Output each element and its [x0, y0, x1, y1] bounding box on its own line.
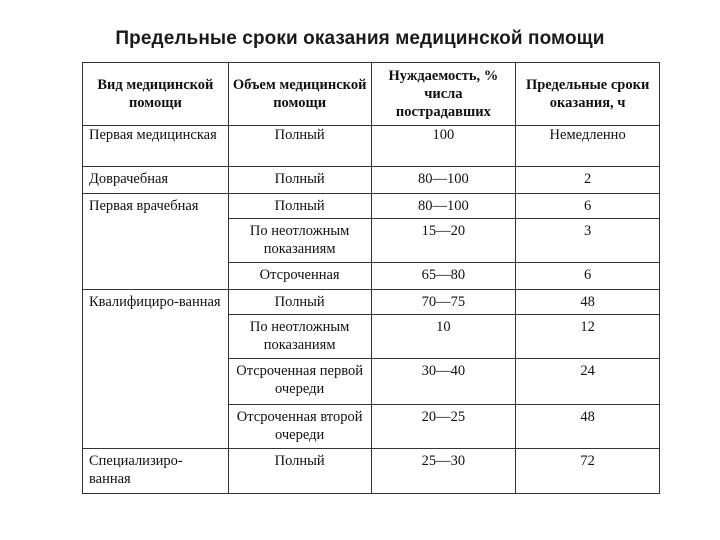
cell-term: 12	[516, 315, 660, 359]
cell-need: 25—30	[371, 449, 516, 494]
cell-term: 6	[516, 194, 660, 219]
cell-need: 20—25	[371, 405, 516, 449]
header-care-volume: Объем медицинской помощи	[228, 63, 371, 126]
medical-care-table	[82, 62, 660, 494]
cell-need: 80—100	[371, 194, 516, 219]
cell-care-type: Доврачебная	[83, 167, 229, 194]
cell-volume: Отсроченная второй очереди	[228, 405, 371, 449]
cell-care-type: Специализиро-ванная	[83, 449, 229, 494]
cell-term: 6	[516, 263, 660, 290]
cell-volume: Полный	[228, 194, 371, 219]
table-row	[83, 126, 660, 167]
cell-care-type: Квалифициро-ванная	[83, 290, 229, 449]
header-care-type: Вид медицинской помощи	[83, 63, 229, 126]
cell-term: 72	[516, 449, 660, 494]
cell-care-type: Первая врачебная	[83, 194, 229, 290]
cell-term: 3	[516, 219, 660, 263]
cell-volume: Полный	[228, 167, 371, 194]
cell-need: 30—40	[371, 359, 516, 405]
cell-need: 70—75	[371, 290, 516, 315]
cell-need: 80—100	[371, 167, 516, 194]
header-need-percent: Нуждаемость, % числа пострадавших	[371, 63, 516, 126]
table-row	[83, 449, 660, 494]
cell-volume: Отсроченная первой очереди	[228, 359, 371, 405]
page-title: Предельные сроки оказания медицинской помощи	[115, 28, 605, 49]
cell-volume: По неотложным показаниям	[228, 315, 371, 359]
table-header-row	[83, 63, 660, 126]
table-row	[83, 290, 660, 315]
cell-need: 65—80	[371, 263, 516, 290]
cell-term: 2	[516, 167, 660, 194]
cell-volume: По неотложным показаниям	[228, 219, 371, 263]
header-time-limit: Предельные сроки оказания, ч	[516, 63, 660, 126]
cell-term: Немедленно	[516, 126, 660, 167]
cell-need: 100	[371, 126, 516, 167]
cell-volume: Отсроченная	[228, 263, 371, 290]
cell-volume: Полный	[228, 449, 371, 494]
cell-term: 48	[516, 405, 660, 449]
table-row	[83, 194, 660, 219]
cell-volume: Полный	[228, 290, 371, 315]
cell-term: 24	[516, 359, 660, 405]
cell-volume: Полный	[228, 126, 371, 167]
cell-need: 10	[371, 315, 516, 359]
cell-term: 48	[516, 290, 660, 315]
table-row	[83, 167, 660, 194]
cell-care-type: Первая медицинская	[83, 126, 229, 167]
cell-need: 15—20	[371, 219, 516, 263]
